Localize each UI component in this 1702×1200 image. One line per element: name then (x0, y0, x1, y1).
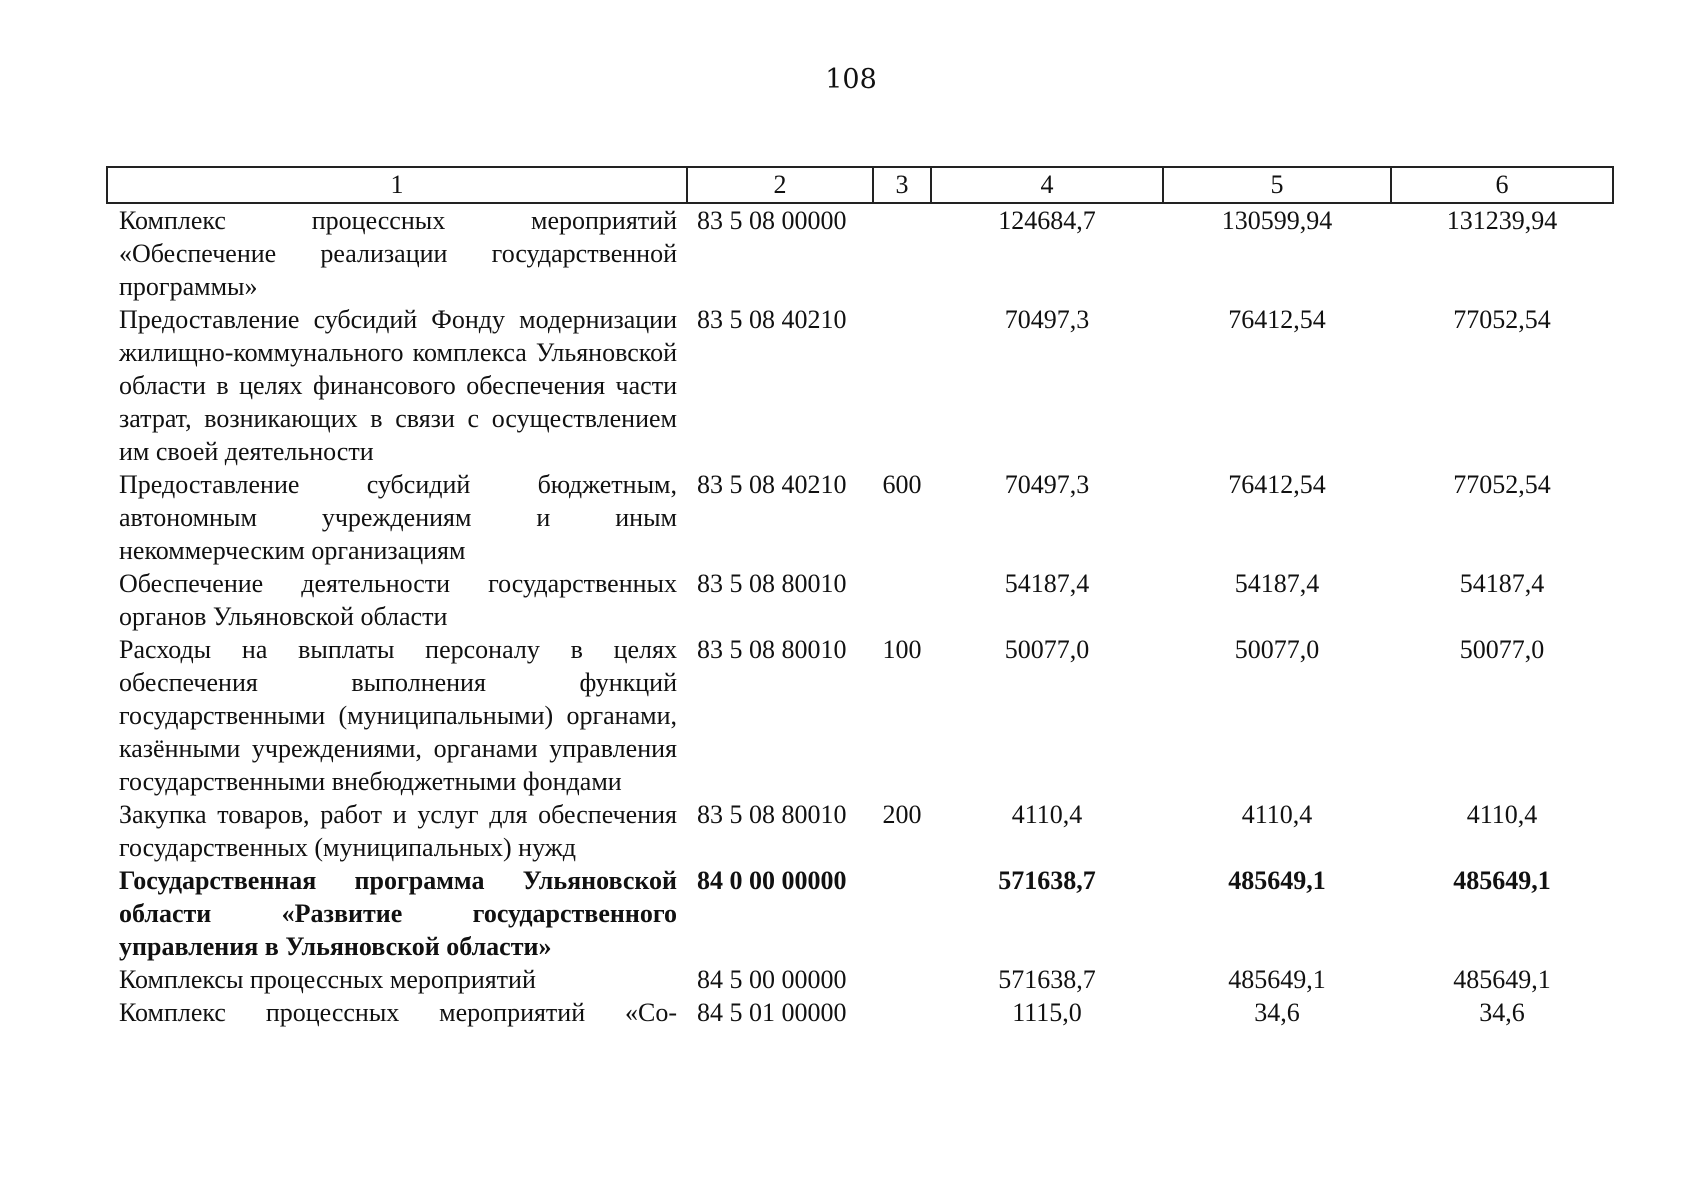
row-code: 83 5 08 40210 (697, 305, 847, 334)
row-value-4: 50077,0 (1004, 635, 1090, 664)
row-name: Закупка товаров, работ и услуг для обеспечения государственных (муниципальных) нужд (119, 800, 677, 862)
row-value-5: 50077,0 (1234, 635, 1320, 664)
row-value-5: 34,6 (1254, 998, 1300, 1027)
row-code: 84 5 00 00000 (697, 965, 847, 994)
row-code: 84 5 01 00000 (697, 998, 847, 1027)
row-value-4: 124684,7 (998, 206, 1096, 235)
table-row (107, 567, 1613, 633)
row-value-5: 485649,1 (1228, 965, 1326, 994)
row-type: 600 (882, 470, 922, 499)
row-value-4: 1115,0 (1012, 998, 1082, 1027)
row-value-5: 485649,1 (1228, 866, 1326, 895)
row-type (873, 864, 931, 963)
row-name: Комплекс процессных мероприятий «Обеспечение реализации государственной программы» (119, 206, 677, 301)
page-number: 108 (825, 64, 877, 95)
row-code: 83 5 08 40210 (697, 470, 847, 499)
row-name: Расходы на выплаты персоналу в целях обеспечения выполнения функций государственными (муниципальными) органами, казёнными учреждениями, органами управления государственными внебюджетными фондами (119, 635, 677, 796)
row-code: 83 5 08 80010 (697, 569, 847, 598)
row-value-5: 76412,54 (1228, 470, 1326, 499)
row-name: Предоставление субсидий бюджетным, автономным учреждениям и иным некоммерческим организациям (119, 470, 677, 565)
table-row-program (107, 864, 1613, 963)
row-value-6: 485649,1 (1453, 866, 1551, 895)
row-value-4: 4110,4 (1011, 800, 1083, 829)
row-value-6: 77052,54 (1453, 470, 1551, 499)
row-value-6: 131239,94 (1446, 206, 1558, 235)
row-type: 200 (882, 800, 922, 829)
table-row (107, 963, 1613, 996)
row-name: Обеспечение деятельности государственных органов Ульяновской области (119, 569, 677, 631)
row-value-6: 485649,1 (1453, 965, 1551, 994)
row-type (873, 203, 931, 303)
row-value-5: 54187,4 (1234, 569, 1320, 598)
row-type (873, 963, 931, 996)
row-code: 83 5 08 00000 (697, 206, 847, 235)
row-code: 83 5 08 80010 (697, 635, 847, 664)
table-row (107, 468, 1613, 567)
header-col-3: 3 (873, 167, 931, 203)
header-row (107, 167, 1613, 203)
row-value-6: 4110,4 (1466, 800, 1538, 829)
budget-table (106, 166, 1614, 1029)
header-col-5: 5 (1163, 167, 1391, 203)
row-type (873, 996, 931, 1029)
row-value-6: 54187,4 (1459, 569, 1545, 598)
row-value-6: 77052,54 (1453, 305, 1551, 334)
row-code: 83 5 08 80010 (697, 800, 847, 829)
row-type (873, 303, 931, 468)
row-code: 84 0 00 00000 (697, 866, 847, 895)
table-row (107, 203, 1613, 303)
row-value-6: 50077,0 (1459, 635, 1545, 664)
table-row (107, 633, 1613, 798)
row-value-6: 34,6 (1479, 998, 1525, 1027)
table-row (107, 303, 1613, 468)
header-col-4: 4 (931, 167, 1163, 203)
header-col-1: 1 (107, 167, 687, 203)
row-name: Предоставление субсидий Фонду модернизации жилищно-коммунального комплекса Ульяновской области в целях финансового обеспечения части затрат, возникающих в связи с осуществлением им своей деятельности (119, 305, 677, 466)
header-col-6: 6 (1391, 167, 1613, 203)
table-row (107, 996, 1613, 1029)
row-type: 100 (882, 635, 922, 664)
table-row (107, 798, 1613, 864)
row-name: Комплексы процессных мероприятий (119, 965, 536, 994)
row-value-4: 571638,7 (998, 965, 1096, 994)
header-col-2: 2 (687, 167, 873, 203)
row-name: Государственная программа Ульяновской области «Развитие государственного управления в Ульяновской области» (119, 866, 677, 961)
row-value-5: 4110,4 (1241, 800, 1313, 829)
row-value-5: 76412,54 (1228, 305, 1326, 334)
row-value-4: 54187,4 (1004, 569, 1090, 598)
row-value-4: 70497,3 (1004, 470, 1090, 499)
row-value-5: 130599,94 (1221, 206, 1333, 235)
row-value-4: 70497,3 (1004, 305, 1090, 334)
row-name: Комплекс процессных мероприятий «Со- (119, 998, 677, 1027)
row-value-4: 571638,7 (998, 866, 1096, 895)
row-type (873, 567, 931, 633)
